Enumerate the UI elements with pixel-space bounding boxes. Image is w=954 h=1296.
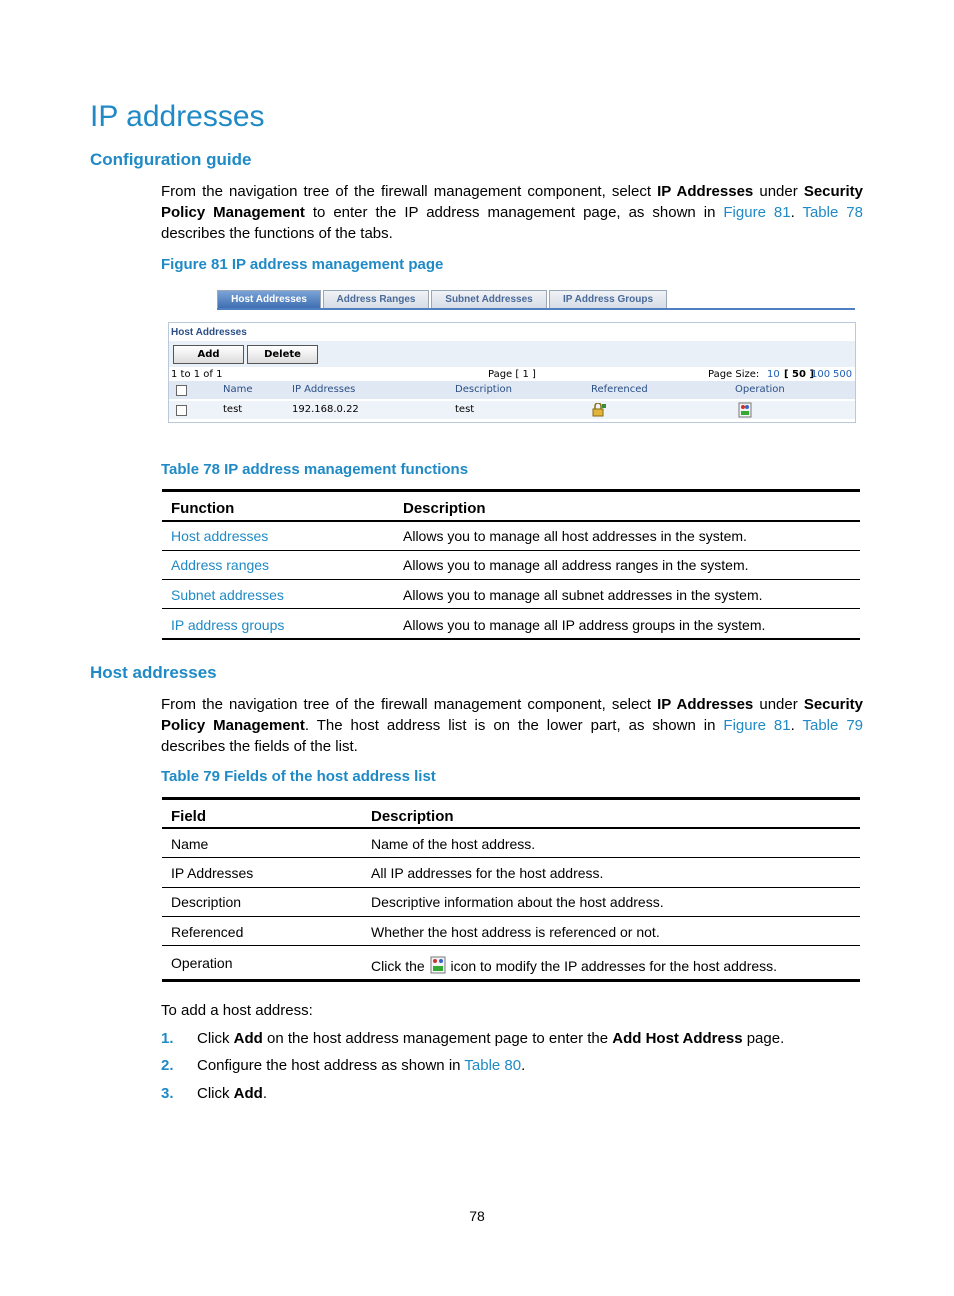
record-range: 1 to 1 of 1 (171, 369, 223, 380)
page-size-50: [ 50 ] (784, 369, 815, 380)
function-link[interactable]: Subnet addresses (171, 587, 284, 603)
tab-host-addresses[interactable]: Host Addresses (217, 290, 321, 308)
field-name: Operation (171, 955, 233, 971)
tab-bar (217, 290, 669, 309)
page-size-label: Page Size: (708, 369, 760, 380)
header-description: Description (403, 500, 486, 517)
steps-intro: To add a host address: (161, 1002, 313, 1019)
step-1-text: Click Add on the host address management page to enter the Add Host Address page. (197, 1030, 785, 1047)
figure-81-link[interactable]: Figure 81 (723, 717, 791, 734)
col-operation: Operation (735, 384, 785, 395)
field-name: Referenced (171, 924, 244, 940)
config-guide-paragraph: From the navigation tree of the firewall management component, select IP Addresses under Security Policy Management to enter the IP address management page, as shown in Figure 81. Table 78 describes the functions of the tabs. (161, 183, 864, 242)
field-description: All IP addresses for the host address. (371, 865, 604, 881)
page-number: 78 (469, 1208, 485, 1224)
row-ip: 192.168.0.22 (292, 404, 359, 415)
add-button[interactable]: Add (173, 345, 244, 364)
table-row (162, 829, 860, 858)
step-3-text: Click Add. (197, 1085, 268, 1102)
function-link[interactable]: Address ranges (171, 557, 270, 573)
page-size-500[interactable]: 500 (833, 369, 853, 380)
modify-addresses-icon (429, 956, 447, 974)
host-addresses-paragraph: From the navigation tree of the firewall management component, select IP Addresses under Security Policy Management. The host address list is on the lower part, as shown in Figure 81. Table 79 describes the fields of the list. (161, 696, 864, 755)
modify-addresses-icon[interactable] (738, 402, 752, 418)
select-all-checkbox[interactable] (176, 385, 187, 396)
header-function: Function (171, 500, 235, 517)
table-79-caption: Table 79 Fields of the host address list (161, 768, 436, 785)
table-80-link[interactable]: Table 80 (464, 1057, 522, 1074)
ip-address-management-screenshot (165, 288, 857, 428)
col-referenced: Referenced (591, 384, 648, 395)
step-3-number: 3. (161, 1085, 174, 1102)
table-row (162, 946, 860, 982)
field-name: Description (171, 894, 242, 910)
tab-subnet-addresses[interactable]: Subnet Addresses (431, 290, 547, 308)
header-field: Field (171, 808, 207, 825)
table-78-caption: Table 78 IP address management functions (161, 461, 469, 478)
row-checkbox[interactable] (176, 405, 187, 416)
tab-ip-address-groups[interactable]: IP Address Groups (549, 290, 667, 308)
table-header-row (162, 800, 860, 829)
function-description: Allows you to manage all address ranges in the system. (403, 557, 749, 573)
header-description: Description (371, 808, 454, 825)
referenced-lock-icon (591, 403, 607, 417)
table-row (162, 522, 860, 551)
table-row (162, 580, 860, 609)
field-description: Click the icon to modify the IP addresses for the host address. (371, 958, 778, 974)
function-description: Allows you to manage all host addresses in the system. (403, 528, 747, 544)
table-row (162, 888, 860, 917)
section-heading-configuration-guide: Configuration guide (90, 150, 252, 169)
field-name: Name (171, 836, 209, 852)
delete-button[interactable]: Delete (247, 345, 318, 364)
tab-address-ranges[interactable]: Address Ranges (323, 290, 429, 308)
table-78-link[interactable]: Table 78 (802, 204, 863, 221)
col-description: Description (455, 384, 512, 395)
page-title: IP addresses (90, 100, 265, 133)
step-1-number: 1. (161, 1030, 174, 1047)
page-size-10[interactable]: 10 (767, 369, 780, 380)
row-description: test (455, 404, 475, 415)
table-row (162, 609, 860, 640)
field-description: Whether the host address is referenced or not. (371, 924, 660, 940)
section-heading-host-addresses: Host addresses (90, 663, 217, 682)
col-ip-addresses: IP Addresses (292, 384, 356, 395)
step-2-number: 2. (161, 1057, 174, 1074)
table-79-link[interactable]: Table 79 (802, 717, 864, 734)
page-indicator: Page [ 1 ] (488, 369, 536, 380)
table-78 (162, 489, 860, 641)
figure-caption: Figure 81 IP address management page (161, 256, 444, 273)
page-size-100[interactable]: 100 (811, 369, 831, 380)
tab-underline (217, 308, 855, 310)
function-link[interactable]: Host addresses (171, 528, 269, 544)
function-description: Allows you to manage all subnet addresses in the system. (403, 587, 763, 603)
table-79 (162, 797, 860, 983)
col-name: Name (223, 384, 253, 395)
table-header-row (162, 492, 860, 522)
field-name: IP Addresses (171, 865, 254, 881)
table-row (162, 551, 860, 580)
step-2-text: Configure the host address as shown in Table 80. (197, 1057, 526, 1074)
field-description: Descriptive information about the host address. (371, 894, 664, 910)
table-row (169, 401, 855, 419)
panel-title: Host Addresses (171, 327, 247, 338)
table-row (162, 858, 860, 888)
row-name: test (223, 404, 243, 415)
function-link[interactable]: IP address groups (171, 617, 285, 633)
host-addresses-panel (168, 322, 856, 423)
grid-header (169, 381, 855, 399)
figure-81-link[interactable]: Figure 81 (723, 204, 791, 221)
function-description: Allows you to manage all IP address groups in the system. (403, 617, 766, 633)
table-row (162, 917, 860, 946)
field-description: Name of the host address. (371, 836, 536, 852)
